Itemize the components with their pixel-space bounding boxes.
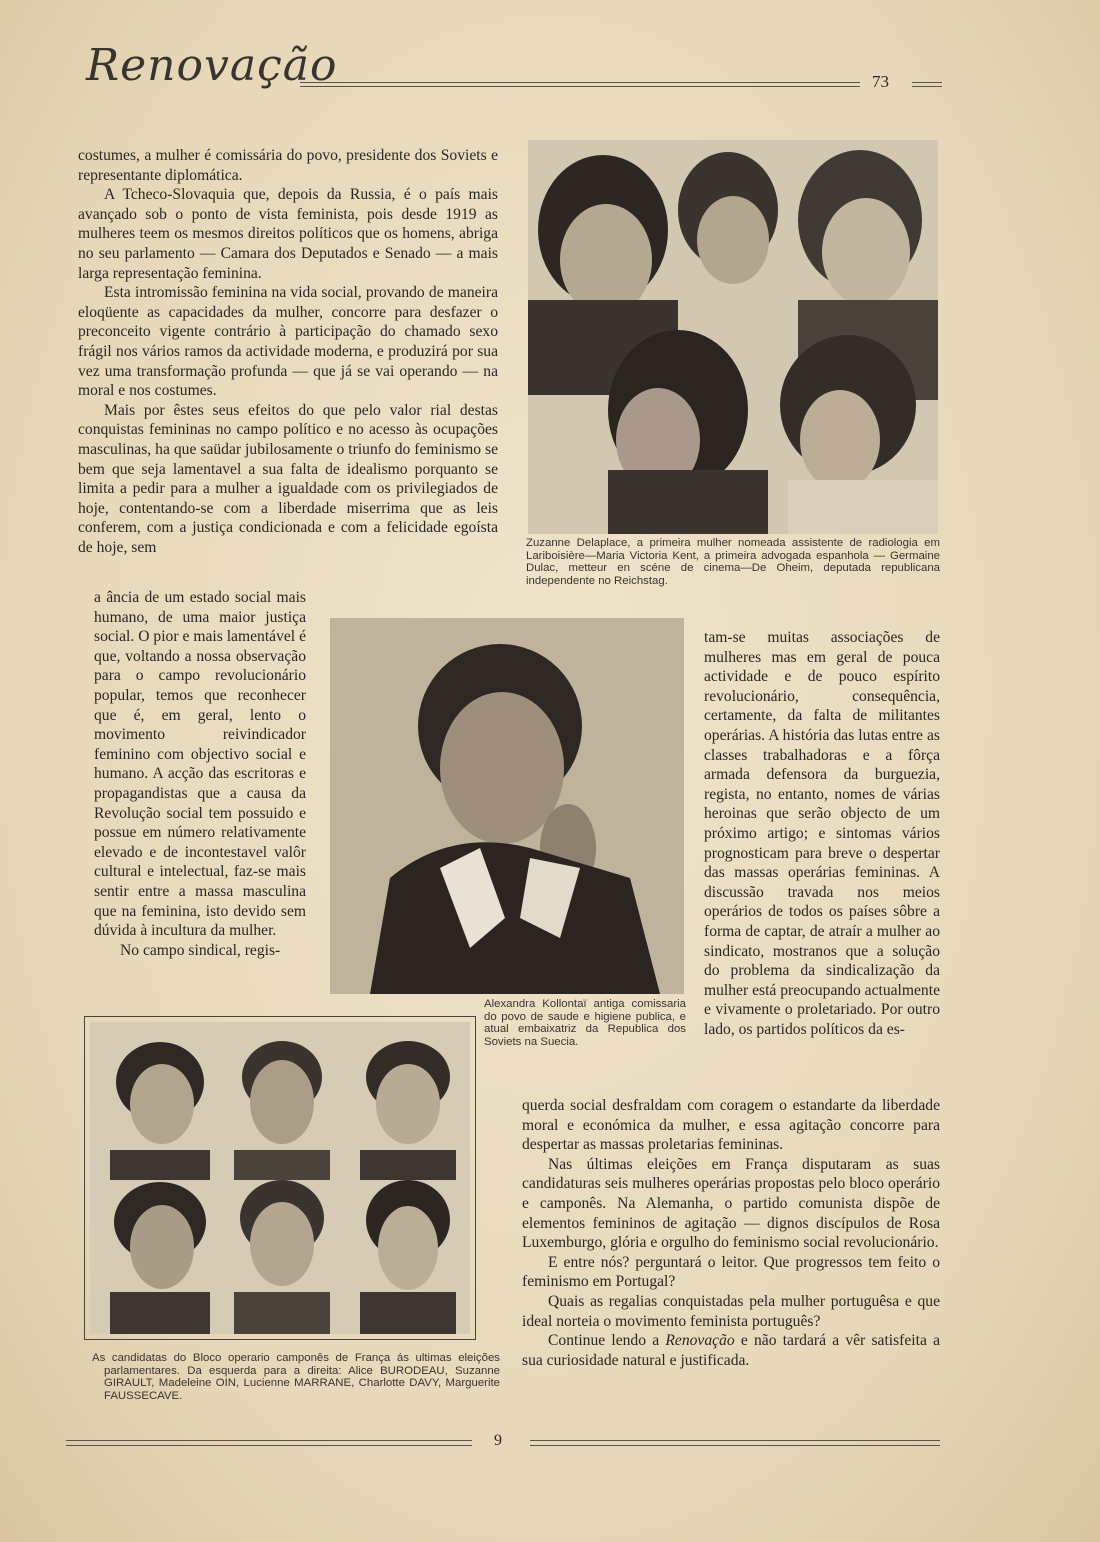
photo-collage-four-women xyxy=(528,140,938,534)
paragraph: E entre nós? perguntará o leitor. Que progressos tem feito o feminismo em Portugal? xyxy=(522,1253,940,1291)
paragraph: querda social desfraldam com coragem o estandarte da liberdade moral e económica da mulher, e essa agitação concorre para despertar as massas proletarias femininas. xyxy=(522,1097,940,1154)
bottom-right-column xyxy=(522,1096,940,1370)
narrow-column xyxy=(94,588,306,960)
photo-six-candidates xyxy=(90,1022,470,1334)
photo-alexandra-kollontai xyxy=(330,618,684,994)
footer-rule-left xyxy=(66,1440,472,1446)
paragraph: Nas últimas eleições em França disputaram as suas candidaturas seis mulheres operárias propostas pelo bloco operário e camponês. Na Alemanha, o partido comunista dispõe de elementos femininos de agitação — dignos discípulos de Rosa Luxemburgo, glória e orgulho do feminismo social revolucionário. xyxy=(522,1155,940,1252)
masthead-logo: Renovação xyxy=(86,40,338,91)
magazine-title: Renovação xyxy=(665,1332,735,1350)
caption-bottom-left: As candidatas do Bloco operario camponês de França ás ultimas eleições parlamentares. Da esquerda para a direita: Alice BURODEAU, Suzanne GIRAULT, Madeleine OIN, Lucienne MARRANE, Charlotte DAVY, Marguerite FAUSSECAVE. xyxy=(92,1352,500,1402)
paragraph: tam-se muitas associações de mulheres mas em geral de pouca actividade e de pouco espírito revolucionário, consequência, certamente, da falta de militantes operárias. A história das lutas entre as classes trabalhadoras e a fôrça armada defensora da burguezia, regista, no entanto, nomes de várias heroinas que serão objecto de um próximo artigo; e sintomas vários prognosticam para breve o despertar das massas operárias femininas. A discussão travada nos meios operários de todos os países sôbre a forma de captar, de atraír a mulher ao sindicato, mostranos que a solução do problema da sindicalização da mulher está preocupando actualmente e vivamente o proletariado. Por outro lado, os partidos políticos da es- xyxy=(704,629,940,1038)
left-column xyxy=(78,146,498,557)
paragraph: Quais as regalias conquistadas pela mulher portuguêsa e que ideal norteia o movimento feminista português? xyxy=(522,1292,940,1330)
footer-page-number: 9 xyxy=(494,1432,502,1449)
closing-paragraph: Continue lendo a Renovação e não tardará a vêr satisfeita a sua curiosidade natural e justificada. xyxy=(522,1332,941,1369)
paragraph: costumes, a mulher é comissária do povo, presidente dos Soviets e representante diplomática. xyxy=(78,147,498,184)
footer-rule-right xyxy=(530,1440,940,1446)
right-column xyxy=(704,628,940,1039)
caption-top-right: Zuzanne Delaplace, a primeira mulher nomeada assistente de radiologia em Lariboisière—Maria Victoria Kent, a primeira advogada espanhola — Germaine Dulac, metteur en scéne de cinema—De Oheim, deputada republicana independente no Reichstag. xyxy=(526,537,940,587)
page-number: 73 xyxy=(872,72,889,91)
caption-center: Alexandra Kollontaï antiga comissaria do povo de saude e higiene publica, e atual embaixatriz da Republica dos Soviets na Suecia. xyxy=(484,998,686,1048)
paragraph: Esta intromissão feminina na vida social, provando de maneira eloqüente as capacidades da mulher, concorre para desfazer o preconceito vigente contrário à participação do chamado sexo frágil nos vários ramos da actividade moderna, e produzirá por sua vez uma transformação profunda — que já se vai operando — na moral e nos costumes. xyxy=(78,284,498,400)
paragraph: a ância de um estado social mais humano, de uma maior justiça social. O pior e mais lamentável é que, voltando a nossa observação para o campo revolucionário popular, temos que reconhecer que é, em geral, lento o movimento reivindicador feminino com objectivo social e humano. A acção das escritoras e propagandistas que a causa da Revolução social tem possuido e possue em número relativamente elevado e de incontestavel valôr cultural e intelectual, faz-se mais sentir entre a massa masculina que na feminina, isto devido sem dúvida à incultura da mulher. xyxy=(94,589,306,940)
paragraph: No campo sindical, regis- xyxy=(120,941,281,959)
paragraph: A Tcheco-Slovaquia que, depois da Russia, é o país mais avançado sob o ponto de vista feminista, pois desde 1919 as mulheres teem os mesmos direitos políticos que os homens, abriga no seu parlamento — Camara dos Deputados e Senado — a mais larga representação feminina. xyxy=(78,186,498,282)
masthead-rule xyxy=(300,82,860,87)
masthead-rule-end xyxy=(912,82,942,87)
paragraph: Mais por êstes seus efeitos do que pelo valor rial destas conquistas femininas no campo político e no acesso às ocupações masculinas, ha que saüdar jubilosamente o triunfo do feminismo se bem que seja lamentavel a sua falta de idealismo porquanto se limita a pedir para a mulher a igualdade com os privilegiados de hoje, contentando-se com a liberdade miserrima que as leis conferem, com a justiça condicionada e com a felicidade egoísta de hoje, sem xyxy=(78,401,498,556)
